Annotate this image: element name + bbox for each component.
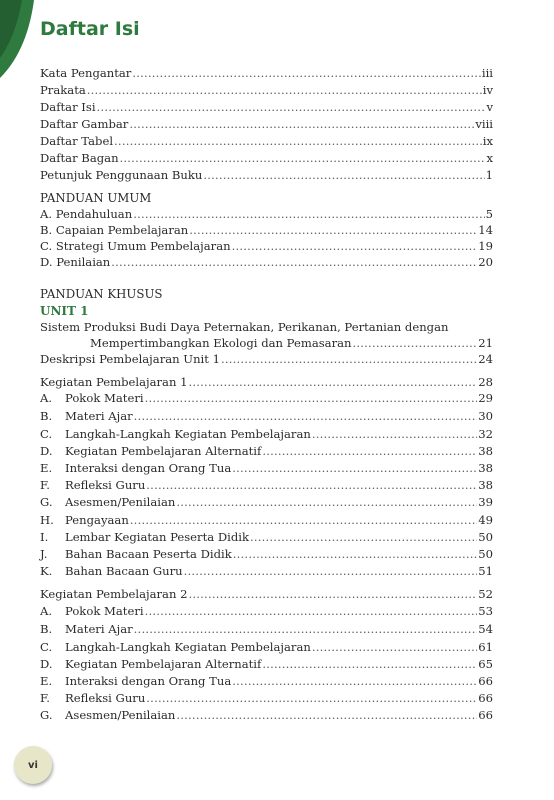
toc-entry-k2-c[interactable]: C. Langkah-Langkah Kegiatan Pembelajaran ..... 61 <box>40 639 493 655</box>
toc-entry-prakata[interactable]: Prakata ..... iv <box>40 82 493 98</box>
toc-entry-k2-d[interactable]: D. Kegiatan Pembelajaran Alternatif ..... 65 <box>40 656 493 672</box>
toc-entry-unit-title[interactable]: Mempertimbangkan Ekologi dan Pemasaran ..... 21 <box>90 335 493 351</box>
page-title: Daftar Isi <box>40 18 140 40</box>
toc-entry-k1-j[interactable]: J. Bahan Bacaan Peserta Didik ..... 50 <box>40 546 493 562</box>
toc-entry-k1-g[interactable]: G. Asesmen/Penilaian ..... 39 <box>40 494 493 510</box>
toc-entry-k1-h[interactable]: H. Pengayaan ..... 49 <box>40 512 493 528</box>
toc-entry-daftar-isi[interactable]: Daftar Isi ..... v <box>40 99 493 115</box>
toc-entry-kegiatan-1[interactable]: Kegiatan Pembelajaran 1 ..... 28 <box>40 374 493 390</box>
toc-entry-k1-i[interactable]: I. Lembar Kegiatan Peserta Didik ..... 50 <box>40 529 493 545</box>
corner-leaf-decoration <box>0 0 40 80</box>
toc-entry-k1-a[interactable]: A. Pokok Materi ..... 29 <box>40 390 493 406</box>
toc-entry-pendahuluan[interactable]: A. Pendahuluan ..... 5 <box>40 206 493 222</box>
toc-entry-k1-f[interactable]: F. Refleksi Guru ..... 38 <box>40 477 493 493</box>
toc-entry-daftar-gambar[interactable]: Daftar Gambar ..... viii <box>40 116 493 132</box>
toc-entry-k1-d[interactable]: D. Kegiatan Pembelajaran Alternatif ..... 38 <box>40 443 493 459</box>
toc-entry-strategi[interactable]: C. Strategi Umum Pembelajaran ..... 19 <box>40 238 493 254</box>
toc-entry-k2-b[interactable]: B. Materi Ajar ..... 54 <box>40 621 493 637</box>
section-heading-panduan-umum: PANDUAN UMUM <box>40 191 152 205</box>
toc-entry-k2-e[interactable]: E. Interaksi dengan Orang Tua ..... 66 <box>40 673 493 689</box>
toc-entry-deskripsi[interactable]: Deskripsi Pembelajaran Unit 1 ..... 24 <box>40 351 493 367</box>
toc-entry-k2-f[interactable]: F. Refleksi Guru ..... 66 <box>40 690 493 706</box>
toc-entry-capaian[interactable]: B. Capaian Pembelajaran ..... 14 <box>40 222 493 238</box>
toc-entry-penilaian[interactable]: D. Penilaian ..... 20 <box>40 254 493 270</box>
unit-label: UNIT 1 <box>40 304 89 318</box>
toc-entry-k2-g[interactable]: G. Asesmen/Penilaian ..... 66 <box>40 707 493 723</box>
toc-entry-k1-b[interactable]: B. Materi Ajar ..... 30 <box>40 408 493 424</box>
toc-entry-daftar-tabel[interactable]: Daftar Tabel ..... ix <box>40 133 493 149</box>
toc-entry-kata-pengantar[interactable]: Kata Pengantar ..... iii <box>40 65 493 81</box>
toc-entry-daftar-bagan[interactable]: Daftar Bagan ..... x <box>40 150 493 166</box>
toc-entry-petunjuk[interactable]: Petunjuk Penggunaan Buku ..... 1 <box>40 167 493 183</box>
toc-entry-k1-c[interactable]: C. Langkah-Langkah Kegiatan Pembelajaran ..... 32 <box>40 426 493 442</box>
unit-title-line1: Sistem Produksi Budi Daya Peternakan, Perikanan, Pertanian dengan <box>40 320 449 334</box>
toc-entry-k1-k[interactable]: K. Bahan Bacaan Guru ..... 51 <box>40 563 493 579</box>
toc-entry-k1-e[interactable]: E. Interaksi dengan Orang Tua ..... 38 <box>40 460 493 476</box>
section-heading-panduan-khusus: PANDUAN KHUSUS <box>40 287 163 301</box>
toc-entry-kegiatan-2[interactable]: Kegiatan Pembelajaran 2 ..... 52 <box>40 586 493 602</box>
toc-entry-k2-a[interactable]: A. Pokok Materi ..... 53 <box>40 603 493 619</box>
page-number-badge: vi <box>14 746 52 784</box>
